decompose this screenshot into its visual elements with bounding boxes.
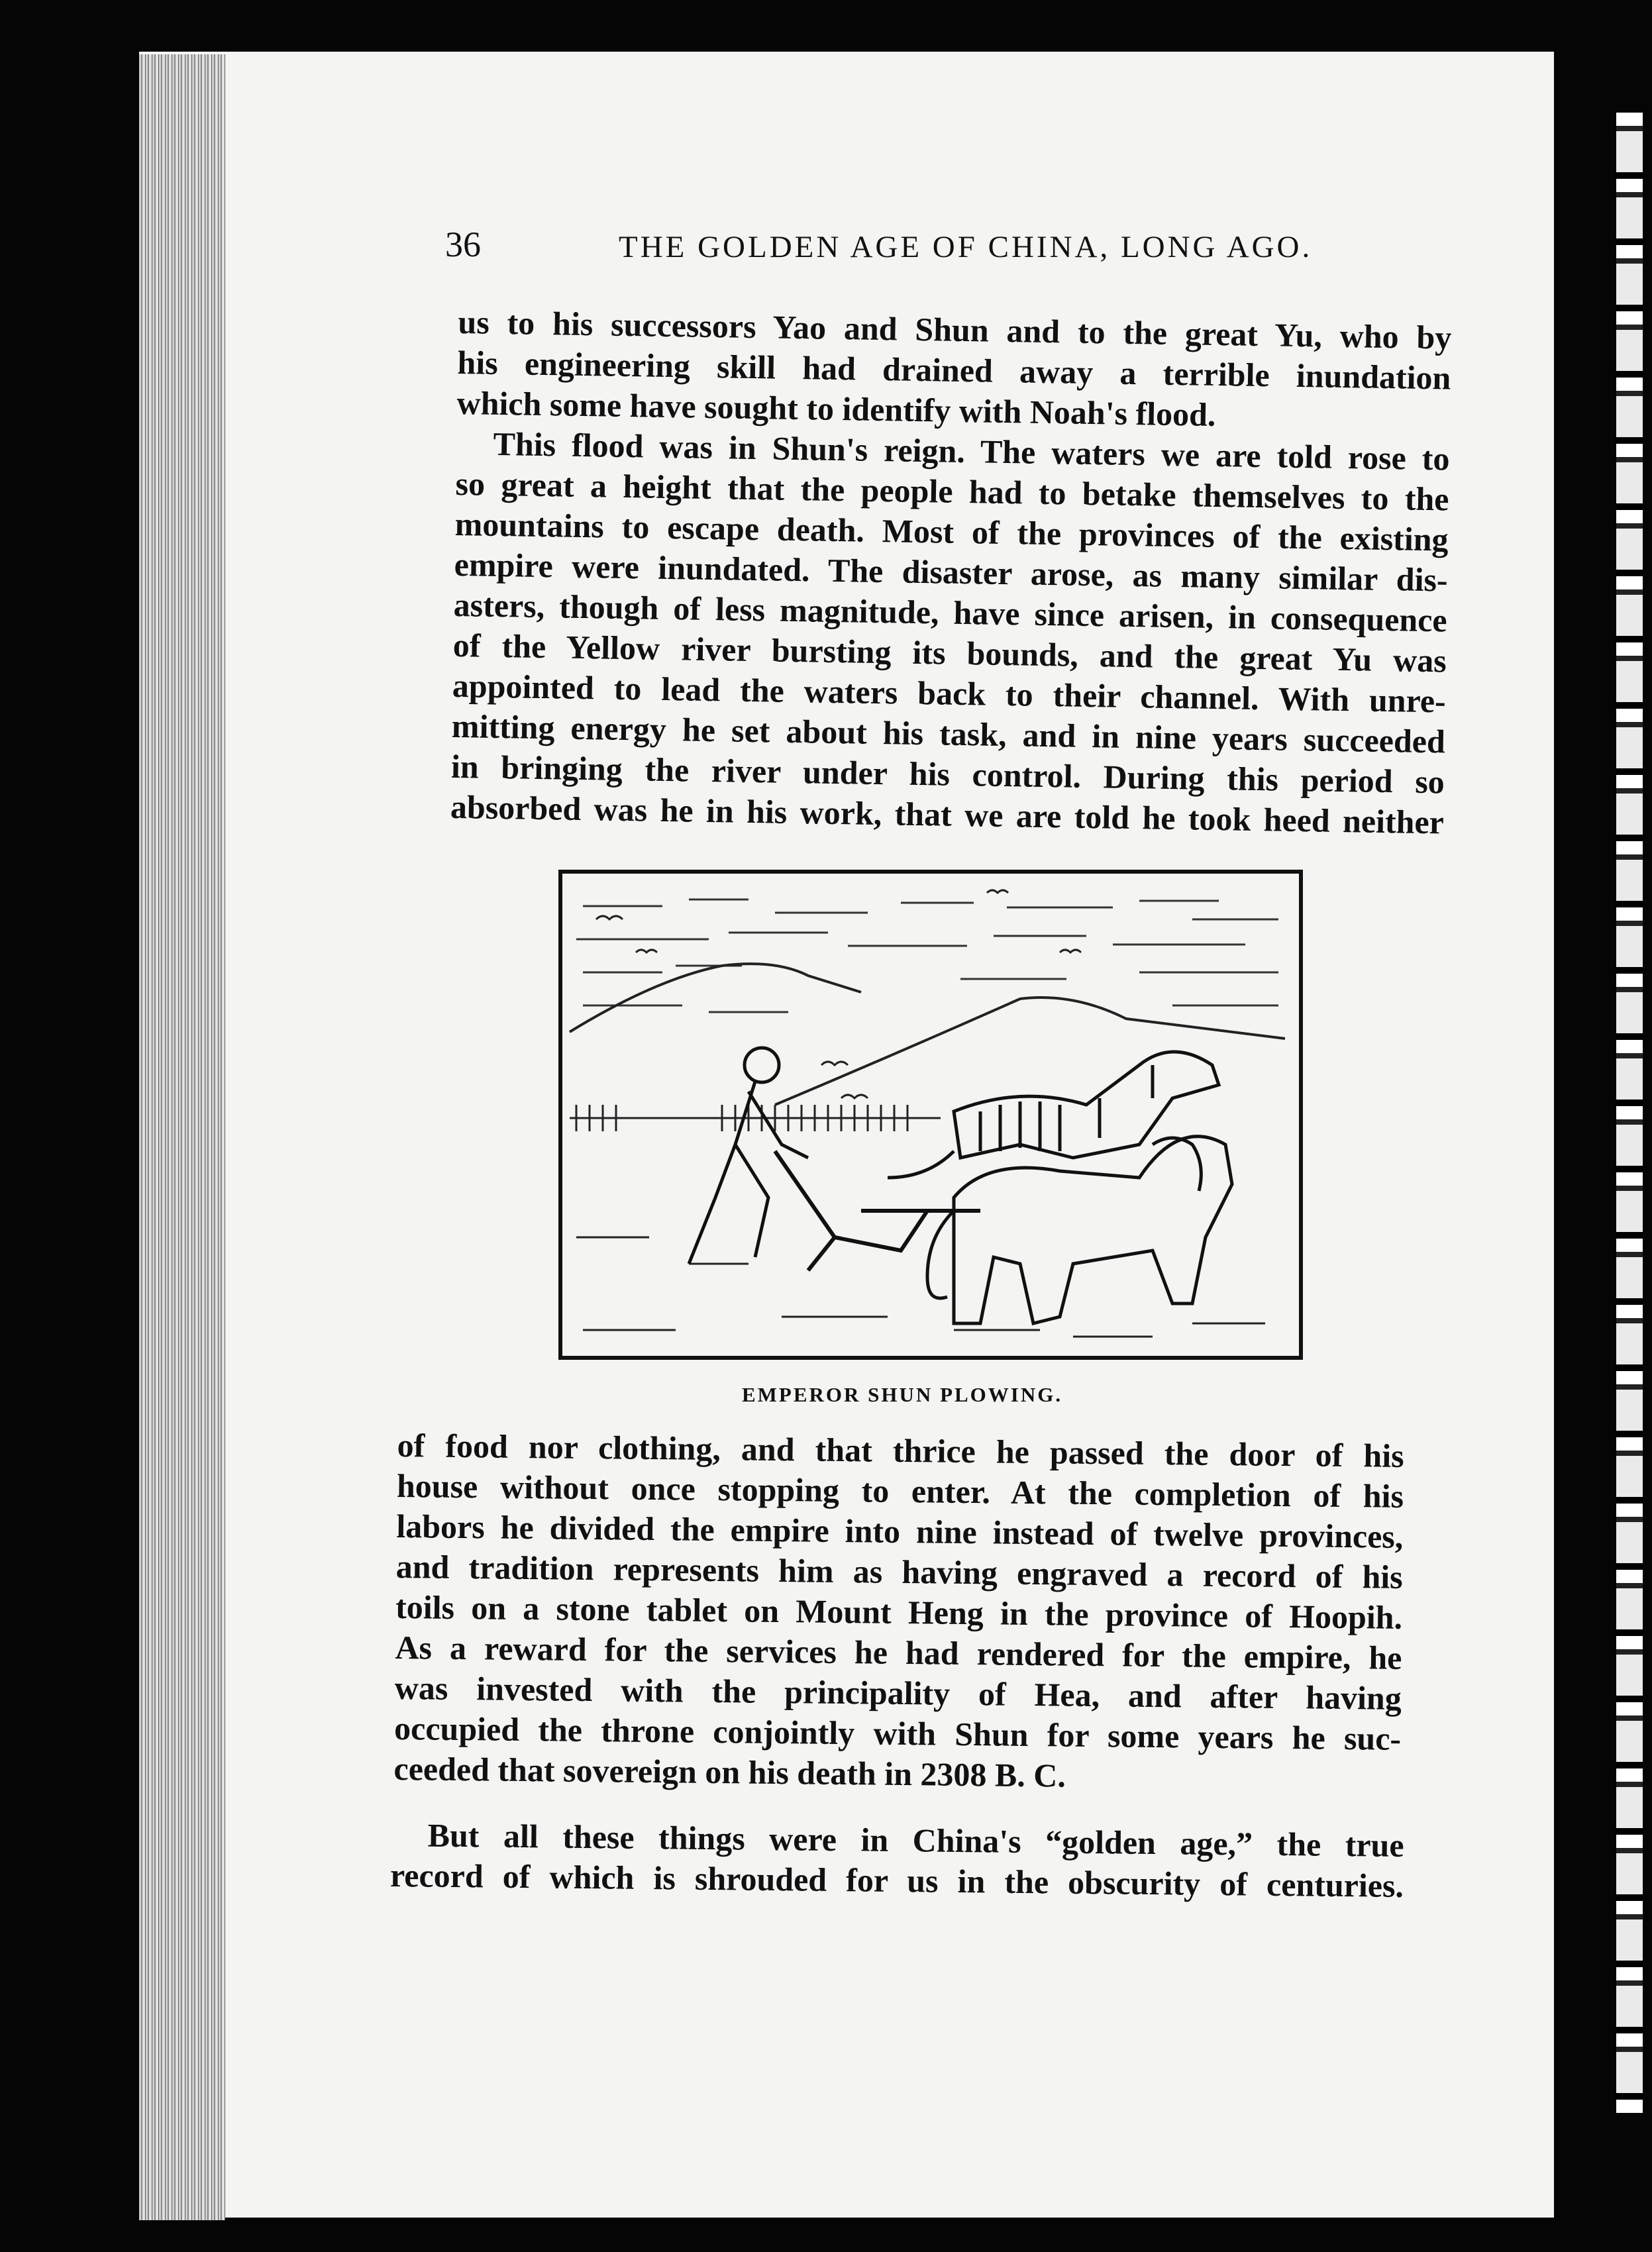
text-block-middle xyxy=(393,1425,1404,1800)
text-line: his engineering skill had drained away a terrible inundation xyxy=(457,343,1451,397)
text-line: ceeded that sovereign on his death in 2308 B. C. xyxy=(393,1749,1066,1794)
text-line: labors he divided the empire into nine instead of twelve provinces, xyxy=(396,1507,1404,1555)
text-line: asters, though of less magnitude, have since arisen, in consequence xyxy=(453,586,1448,639)
text-line: of food nor clothing, and that thrice he passed the door of his xyxy=(397,1427,1404,1474)
text-line: This flood was in Shun's reign. The waters we are told rose to xyxy=(493,425,1450,478)
text-line: was invested with the principality of Hea, and after having xyxy=(394,1668,1402,1717)
text-line: occupied the throne conjointly with Shun for some years he suc- xyxy=(393,1709,1402,1757)
figure-caption: EMPEROR SHUN PLOWING. xyxy=(742,1383,1063,1406)
text-line: empire were inundated. The disaster arose, as many similar dis- xyxy=(454,545,1449,599)
text-line: But all these things were in China's “golden age,” the true xyxy=(427,1816,1404,1865)
text-line: in bringing the river under his control. During this period so xyxy=(450,747,1445,801)
text-line: appointed to lead the waters back to their channel. With unre- xyxy=(452,666,1447,720)
text-line: us to his successors Yao and Shun and to the great Yu, who by xyxy=(458,303,1452,356)
page-edges xyxy=(139,54,225,2220)
page-number: 36 xyxy=(445,225,481,264)
text-line: house without once stopping to enter. At the completion of his xyxy=(396,1466,1404,1515)
running-title: THE GOLDEN AGE OF CHINA, LONG AGO. xyxy=(619,230,1313,264)
text-line: toils on a stone tablet on Mount Heng in the province of Hoopih. xyxy=(395,1588,1403,1636)
text-line: mountains to escape death. Most of the provinces of the existing xyxy=(454,505,1449,558)
text-block-final xyxy=(390,1815,1404,1906)
text-block-top xyxy=(450,302,1452,843)
text-line: and tradition represents him as having engraved a record of his xyxy=(395,1547,1403,1596)
text-line: of the Yellow river bursting its bounds, and the great Yu was xyxy=(452,626,1447,680)
text-line: absorbed was he in his work, that we are told he took heed neither xyxy=(450,788,1445,841)
illustration-emperor-plowing xyxy=(556,866,1305,1363)
page-header xyxy=(445,224,1333,270)
scan-margin-strip xyxy=(1616,113,1643,2113)
text-line: which some have sought to identify with Noah's flood. xyxy=(456,384,1216,433)
text-line: As a reward for the services he had rendered for the empire, he xyxy=(395,1628,1402,1676)
text-line: so great a height that the people had to betake themselves to the xyxy=(455,464,1449,518)
text-line: mitting energy he set about his task, and in nine years succeeded xyxy=(451,707,1446,760)
text-line: record of which is shrouded for us in the obscurity of centuries. xyxy=(389,1856,1404,1905)
